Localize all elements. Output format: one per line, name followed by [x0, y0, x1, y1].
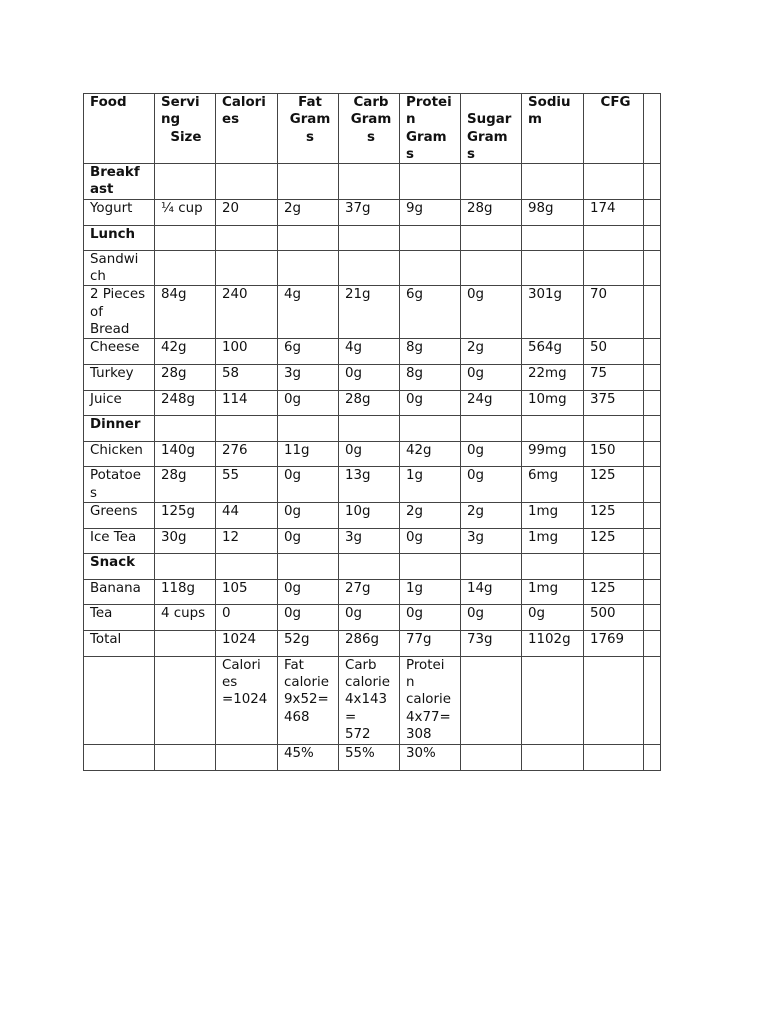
sugar-cell: 0g	[461, 604, 522, 630]
calculation-row	[84, 656, 661, 744]
cfg-cell: 125	[584, 528, 644, 553]
food-cell: Ice Tea	[84, 528, 155, 553]
carb-cell: 0g	[339, 442, 400, 467]
protein-cell: 2g	[400, 502, 461, 528]
protein-cell: 8g	[400, 339, 461, 365]
calories-cell: 12	[216, 528, 278, 553]
sugar-cell: 2g	[461, 339, 522, 365]
carb-cell: 13g	[339, 467, 400, 503]
calories-cell: 114	[216, 391, 278, 416]
header-carb-grams: Carb Gram s	[339, 94, 400, 164]
percent-row	[84, 744, 661, 770]
section-row-lunch	[84, 225, 661, 250]
calories-cell: 276	[216, 442, 278, 467]
fat-cell: 11g	[278, 442, 339, 467]
cfg-cell: 125	[584, 502, 644, 528]
calories-cell: 44	[216, 502, 278, 528]
food-cell: Banana	[84, 579, 155, 604]
calories-cell: 58	[216, 365, 278, 391]
table-row	[84, 365, 661, 391]
protein-cell: 0g	[400, 391, 461, 416]
sugar-cell: 24g	[461, 391, 522, 416]
sodium-cell: 0g	[522, 604, 584, 630]
serving-cell: 42g	[155, 339, 216, 365]
serving-cell: 30g	[155, 528, 216, 553]
table-row	[84, 199, 661, 225]
fat-cell: 0g	[278, 528, 339, 553]
sodium-cell: 564g	[522, 339, 584, 365]
sugar-cell: 73g	[461, 630, 522, 656]
calories-calc-cell: Calori es =1024	[216, 656, 278, 744]
sodium-cell: 10mg	[522, 391, 584, 416]
food-cell: Greens	[84, 502, 155, 528]
header-fat-grams: Fat Gram s	[278, 94, 339, 164]
carb-cell: 21g	[339, 286, 400, 339]
serving-cell	[155, 630, 216, 656]
sugar-cell: 0g	[461, 467, 522, 503]
carb-cell: 3g	[339, 528, 400, 553]
header-calories: Calori es	[216, 94, 278, 164]
food-cell: Potatoe s	[84, 467, 155, 503]
fat-cell: 6g	[278, 339, 339, 365]
cfg-cell: 174	[584, 199, 644, 225]
cfg-cell: 125	[584, 467, 644, 503]
sugar-cell: 0g	[461, 442, 522, 467]
carb-percent-cell: 55%	[339, 744, 400, 770]
carb-cell: 27g	[339, 579, 400, 604]
serving-cell: 28g	[155, 365, 216, 391]
header-sugar-grams: Sugar Gram s	[461, 94, 522, 164]
cfg-cell: 375	[584, 391, 644, 416]
protein-cell: 1g	[400, 467, 461, 503]
calories-cell: 1024	[216, 630, 278, 656]
table-row	[84, 391, 661, 416]
food-cell: Cheese	[84, 339, 155, 365]
empty-cell	[644, 94, 661, 164]
table-row	[84, 339, 661, 365]
food-cell: 2 Pieces of Bread	[84, 286, 155, 339]
section-label: Lunch	[84, 225, 155, 250]
cfg-cell: 1769	[584, 630, 644, 656]
serving-cell: 4 cups	[155, 604, 216, 630]
cfg-cell: 500	[584, 604, 644, 630]
serving-cell: 248g	[155, 391, 216, 416]
sodium-cell: 1mg	[522, 579, 584, 604]
section-label: Dinner	[84, 416, 155, 442]
protein-calc-cell: Protei n calorie 4x77= 308	[400, 656, 461, 744]
carb-cell: 4g	[339, 339, 400, 365]
fat-cell: 0g	[278, 604, 339, 630]
header-sodium: Sodiu m	[522, 94, 584, 164]
header-food: Food	[84, 94, 155, 164]
cfg-cell: 70	[584, 286, 644, 339]
sodium-cell: 6mg	[522, 467, 584, 503]
sodium-cell: 1102g	[522, 630, 584, 656]
fat-cell: 0g	[278, 579, 339, 604]
carb-cell: 28g	[339, 391, 400, 416]
calories-cell: 240	[216, 286, 278, 339]
calories-cell: 100	[216, 339, 278, 365]
food-cell: Turkey	[84, 365, 155, 391]
section-row-breakfast	[84, 164, 661, 200]
serving-cell: 125g	[155, 502, 216, 528]
calories-cell: 20	[216, 199, 278, 225]
carb-cell: 0g	[339, 604, 400, 630]
fat-cell: 0g	[278, 502, 339, 528]
calories-cell: 0	[216, 604, 278, 630]
fat-cell: 0g	[278, 467, 339, 503]
serving-cell: 118g	[155, 579, 216, 604]
protein-cell: 77g	[400, 630, 461, 656]
section-row-dinner	[84, 416, 661, 442]
sugar-cell: 28g	[461, 199, 522, 225]
calories-cell: 55	[216, 467, 278, 503]
protein-cell: 1g	[400, 579, 461, 604]
sodium-cell: 99mg	[522, 442, 584, 467]
fat-cell: 2g	[278, 199, 339, 225]
table-row	[84, 604, 661, 630]
food-cell: Sandwi ch	[84, 250, 155, 286]
sugar-cell: 0g	[461, 286, 522, 339]
protein-percent-cell: 30%	[400, 744, 461, 770]
calories-cell: 105	[216, 579, 278, 604]
table-row	[84, 442, 661, 467]
serving-cell: 140g	[155, 442, 216, 467]
serving-cell: ¼ cup	[155, 199, 216, 225]
food-cell: Chicken	[84, 442, 155, 467]
total-row	[84, 630, 661, 656]
table-row	[84, 286, 661, 339]
carb-cell: 0g	[339, 365, 400, 391]
header-cfg: CFG	[584, 94, 644, 164]
protein-cell: 9g	[400, 199, 461, 225]
fat-cell: 3g	[278, 365, 339, 391]
fat-cell: 52g	[278, 630, 339, 656]
protein-cell: 6g	[400, 286, 461, 339]
sodium-cell: 22mg	[522, 365, 584, 391]
sugar-cell: 0g	[461, 365, 522, 391]
section-label: Breakf ast	[84, 164, 155, 200]
carb-cell: 10g	[339, 502, 400, 528]
cfg-cell: 50	[584, 339, 644, 365]
sodium-cell: 301g	[522, 286, 584, 339]
cfg-cell: 150	[584, 442, 644, 467]
food-cell: Yogurt	[84, 199, 155, 225]
table-row	[84, 579, 661, 604]
food-cell: Juice	[84, 391, 155, 416]
protein-cell: 0g	[400, 604, 461, 630]
sodium-cell: 1mg	[522, 502, 584, 528]
sodium-cell: 1mg	[522, 528, 584, 553]
header-serving-size: Servi ng Size	[155, 94, 216, 164]
table-row	[84, 467, 661, 503]
food-cell: Total	[84, 630, 155, 656]
protein-cell: 42g	[400, 442, 461, 467]
sugar-cell: 2g	[461, 502, 522, 528]
carb-calc-cell: Carb calorie 4x143 = 572	[339, 656, 400, 744]
food-cell: Tea	[84, 604, 155, 630]
carb-cell: 37g	[339, 199, 400, 225]
header-row	[84, 94, 661, 164]
nutrition-table	[83, 93, 661, 771]
carb-cell: 286g	[339, 630, 400, 656]
serving-cell: 84g	[155, 286, 216, 339]
table-row	[84, 528, 661, 553]
fat-calc-cell: Fat calorie 9x52= 468	[278, 656, 339, 744]
cfg-cell: 125	[584, 579, 644, 604]
fat-cell: 0g	[278, 391, 339, 416]
header-protein-grams: Protei n Gram s	[400, 94, 461, 164]
sodium-cell: 98g	[522, 199, 584, 225]
table-row	[84, 250, 661, 286]
sugar-cell: 3g	[461, 528, 522, 553]
protein-cell: 8g	[400, 365, 461, 391]
serving-cell: 28g	[155, 467, 216, 503]
section-row-snack	[84, 553, 661, 579]
sugar-cell: 14g	[461, 579, 522, 604]
protein-cell: 0g	[400, 528, 461, 553]
section-label: Snack	[84, 553, 155, 579]
fat-cell: 4g	[278, 286, 339, 339]
fat-percent-cell: 45%	[278, 744, 339, 770]
cfg-cell: 75	[584, 365, 644, 391]
table-row	[84, 502, 661, 528]
